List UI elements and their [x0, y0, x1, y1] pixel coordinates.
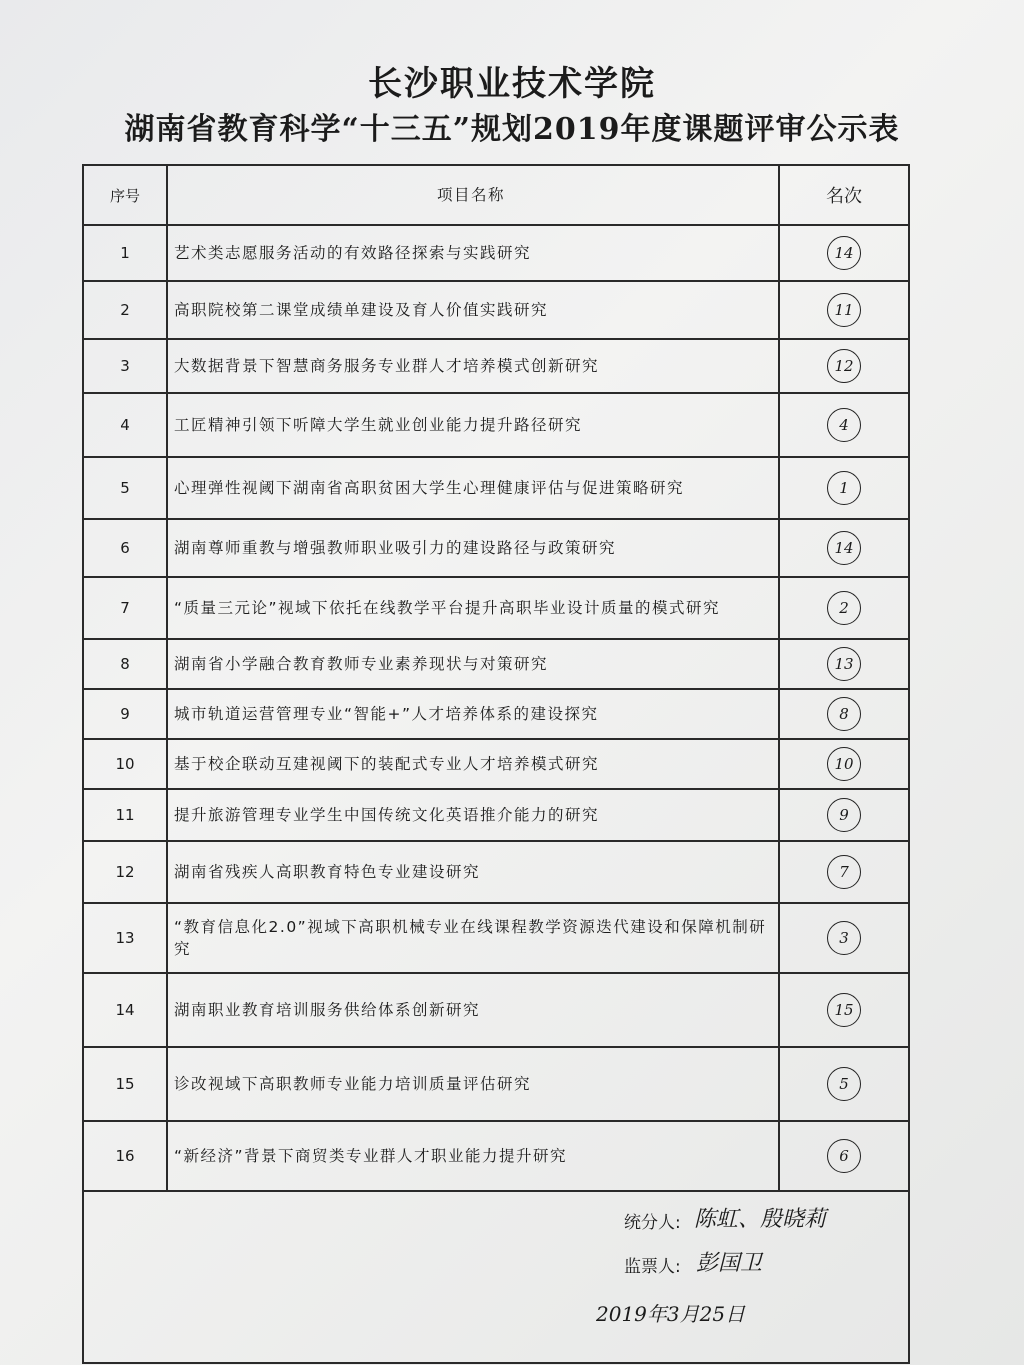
row-number: 11	[83, 789, 167, 841]
rank-circle: 12	[827, 349, 861, 383]
rank-circle: 4	[827, 408, 861, 442]
rank-circle: 15	[827, 993, 861, 1027]
rank-cell	[779, 973, 909, 1047]
row-number: 6	[83, 519, 167, 577]
rank-circle: 9	[827, 798, 861, 832]
row-number: 12	[83, 841, 167, 903]
rank-cell	[779, 519, 909, 577]
rank-cell	[779, 689, 909, 739]
table-row	[83, 457, 909, 519]
project-name: 艺术类志愿服务活动的有效路径探索与实践研究	[167, 225, 779, 281]
project-name: 诊改视域下高职教师专业能力培训质量评估研究	[167, 1047, 779, 1121]
rank-circle: 13	[827, 647, 861, 681]
rank-circle: 2	[827, 591, 861, 625]
project-name: 提升旅游管理专业学生中国传统文化英语推介能力的研究	[167, 789, 779, 841]
table-row	[83, 903, 909, 973]
rank-circle: 3	[827, 921, 861, 955]
project-name: 基于校企联动互建视阈下的装配式专业人才培养模式研究	[167, 739, 779, 789]
review-table	[82, 164, 910, 1364]
project-name: “教育信息化2.0”视域下高职机械专业在线课程教学资源迭代建设和保障机制研究	[167, 903, 779, 973]
table-row	[83, 639, 909, 689]
project-name: 心理弹性视阈下湖南省高职贫困大学生心理健康评估与促进策略研究	[167, 457, 779, 519]
row-number: 14	[83, 973, 167, 1047]
rank-cell	[779, 1121, 909, 1191]
header-name: 项目名称	[167, 165, 779, 225]
signature-row	[83, 1191, 909, 1363]
rank-cell	[779, 393, 909, 457]
header-rank: 名次	[779, 165, 909, 225]
row-number: 15	[83, 1047, 167, 1121]
page-title: 长沙职业技术学院	[368, 64, 656, 104]
table-row	[83, 1047, 909, 1121]
rank-circle: 5	[827, 1067, 861, 1101]
row-number: 5	[83, 457, 167, 519]
project-name: 湖南尊师重教与增强教师职业吸引力的建设路径与政策研究	[167, 519, 779, 577]
project-name: 高职院校第二课堂成绩单建设及育人价值实践研究	[167, 281, 779, 339]
rank-cell	[779, 639, 909, 689]
table-row	[83, 739, 909, 789]
rank-cell	[779, 903, 909, 973]
table-row	[83, 577, 909, 639]
rank-cell	[779, 281, 909, 339]
rank-circle: 7	[827, 855, 861, 889]
signature-date: 2019年3月25日	[596, 1302, 746, 1326]
rank-cell	[779, 739, 909, 789]
page-subtitle: 湖南省教育科学“十三五”规划2019年度课题评审公示表	[124, 112, 900, 147]
row-number: 9	[83, 689, 167, 739]
rank-cell	[779, 339, 909, 393]
supervisor-signature: 彭国卫	[696, 1251, 763, 1276]
project-name: 工匠精神引领下听障大学生就业创业能力提升路径研究	[167, 393, 779, 457]
table-row	[83, 393, 909, 457]
rank-cell	[779, 1047, 909, 1121]
project-name: 湖南省小学融合教育教师专业素养现状与对策研究	[167, 639, 779, 689]
table-row	[83, 1121, 909, 1191]
row-number: 16	[83, 1121, 167, 1191]
row-number: 10	[83, 739, 167, 789]
table-row	[83, 519, 909, 577]
rank-cell	[779, 789, 909, 841]
project-name: “质量三元论”视域下依托在线教学平台提升高职毕业设计质量的模式研究	[167, 577, 779, 639]
table-row	[83, 689, 909, 739]
table-row	[83, 973, 909, 1047]
table-row	[83, 339, 909, 393]
row-number: 2	[83, 281, 167, 339]
scorer-label: 统分人:	[624, 1213, 681, 1233]
rank-circle: 1	[827, 471, 861, 505]
rank-circle: 8	[827, 697, 861, 731]
row-number: 3	[83, 339, 167, 393]
row-number: 4	[83, 393, 167, 457]
table-row	[83, 281, 909, 339]
row-number: 8	[83, 639, 167, 689]
table-row	[83, 841, 909, 903]
table-row	[83, 225, 909, 281]
row-number: 1	[83, 225, 167, 281]
project-name: 湖南职业教育培训服务供给体系创新研究	[167, 973, 779, 1047]
project-name: 湖南省残疾人高职教育特色专业建设研究	[167, 841, 779, 903]
signature-cell	[83, 1191, 909, 1363]
scorer-signature: 陈虹、殷晓莉	[694, 1207, 827, 1232]
table-body	[83, 225, 909, 1191]
rank-circle: 11	[827, 293, 861, 327]
rank-circle: 10	[827, 747, 861, 781]
rank-cell	[779, 577, 909, 639]
project-name: 城市轨道运营管理专业“智能+”人才培养体系的建设探究	[167, 689, 779, 739]
rank-cell	[779, 457, 909, 519]
table-header-row	[83, 165, 909, 225]
supervisor-label: 监票人:	[624, 1257, 681, 1277]
rank-cell	[779, 225, 909, 281]
rank-circle: 14	[827, 531, 861, 565]
project-name: 大数据背景下智慧商务服务专业群人才培养模式创新研究	[167, 339, 779, 393]
row-number: 7	[83, 577, 167, 639]
rank-circle: 14	[827, 236, 861, 270]
table-row	[83, 789, 909, 841]
rank-circle: 6	[827, 1139, 861, 1173]
row-number: 13	[83, 903, 167, 973]
project-name: “新经济”背景下商贸类专业群人才职业能力提升研究	[167, 1121, 779, 1191]
header-no: 序号	[83, 165, 167, 225]
rank-cell	[779, 841, 909, 903]
